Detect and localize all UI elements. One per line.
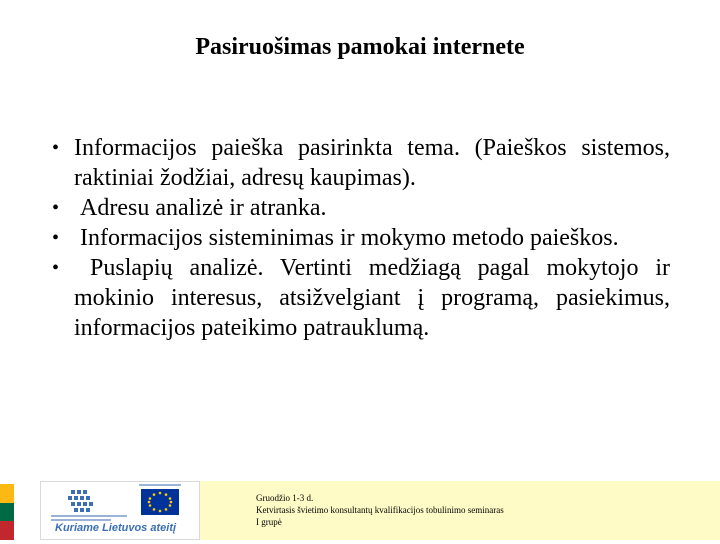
bullet-marker: • xyxy=(52,227,60,249)
bullet-marker: • xyxy=(52,137,60,159)
logo-slogan: Kuriame Lietuvos ateitį xyxy=(55,522,177,534)
bullet-marker: • xyxy=(52,197,60,219)
bullet-item xyxy=(52,223,670,253)
footer-info xyxy=(256,492,504,528)
footer-seminar: Ketvirtasis švietimo konsultantų kvalifikacijos tobulinimo seminaras xyxy=(256,505,504,515)
bullet-item xyxy=(52,193,670,223)
footer-group: I grupė xyxy=(256,517,282,527)
bullet-marker: • xyxy=(52,257,60,279)
slide-title: Pasiruošimas pamokai internete xyxy=(195,34,525,60)
eu-funds-logo xyxy=(40,481,200,540)
bullet-text: Informacijos paieška pasirinkta tema. (Paieškos sistemos, raktiniai žodžiai, adresų kaupimas). xyxy=(74,135,670,191)
footer-date: Gruodžio 1-3 d. xyxy=(256,493,314,503)
bullet-text: Informacijos sisteminimas ir mokymo metodo paieškos. xyxy=(80,225,619,251)
bullet-item xyxy=(52,253,670,343)
bullet-text: Adresu analizė ir atranka. xyxy=(80,195,327,221)
lithuanian-flag-icon xyxy=(0,484,14,540)
bullet-text: Puslapių analizė. Vertinti medžiagą pagal mokytojo ir mokinio interesus, atsižvelgiant į programą, pasiekimus, informacijos pateikimo patrauklumą. xyxy=(74,255,670,341)
bullet-item xyxy=(52,133,670,193)
bullet-list xyxy=(52,133,670,343)
